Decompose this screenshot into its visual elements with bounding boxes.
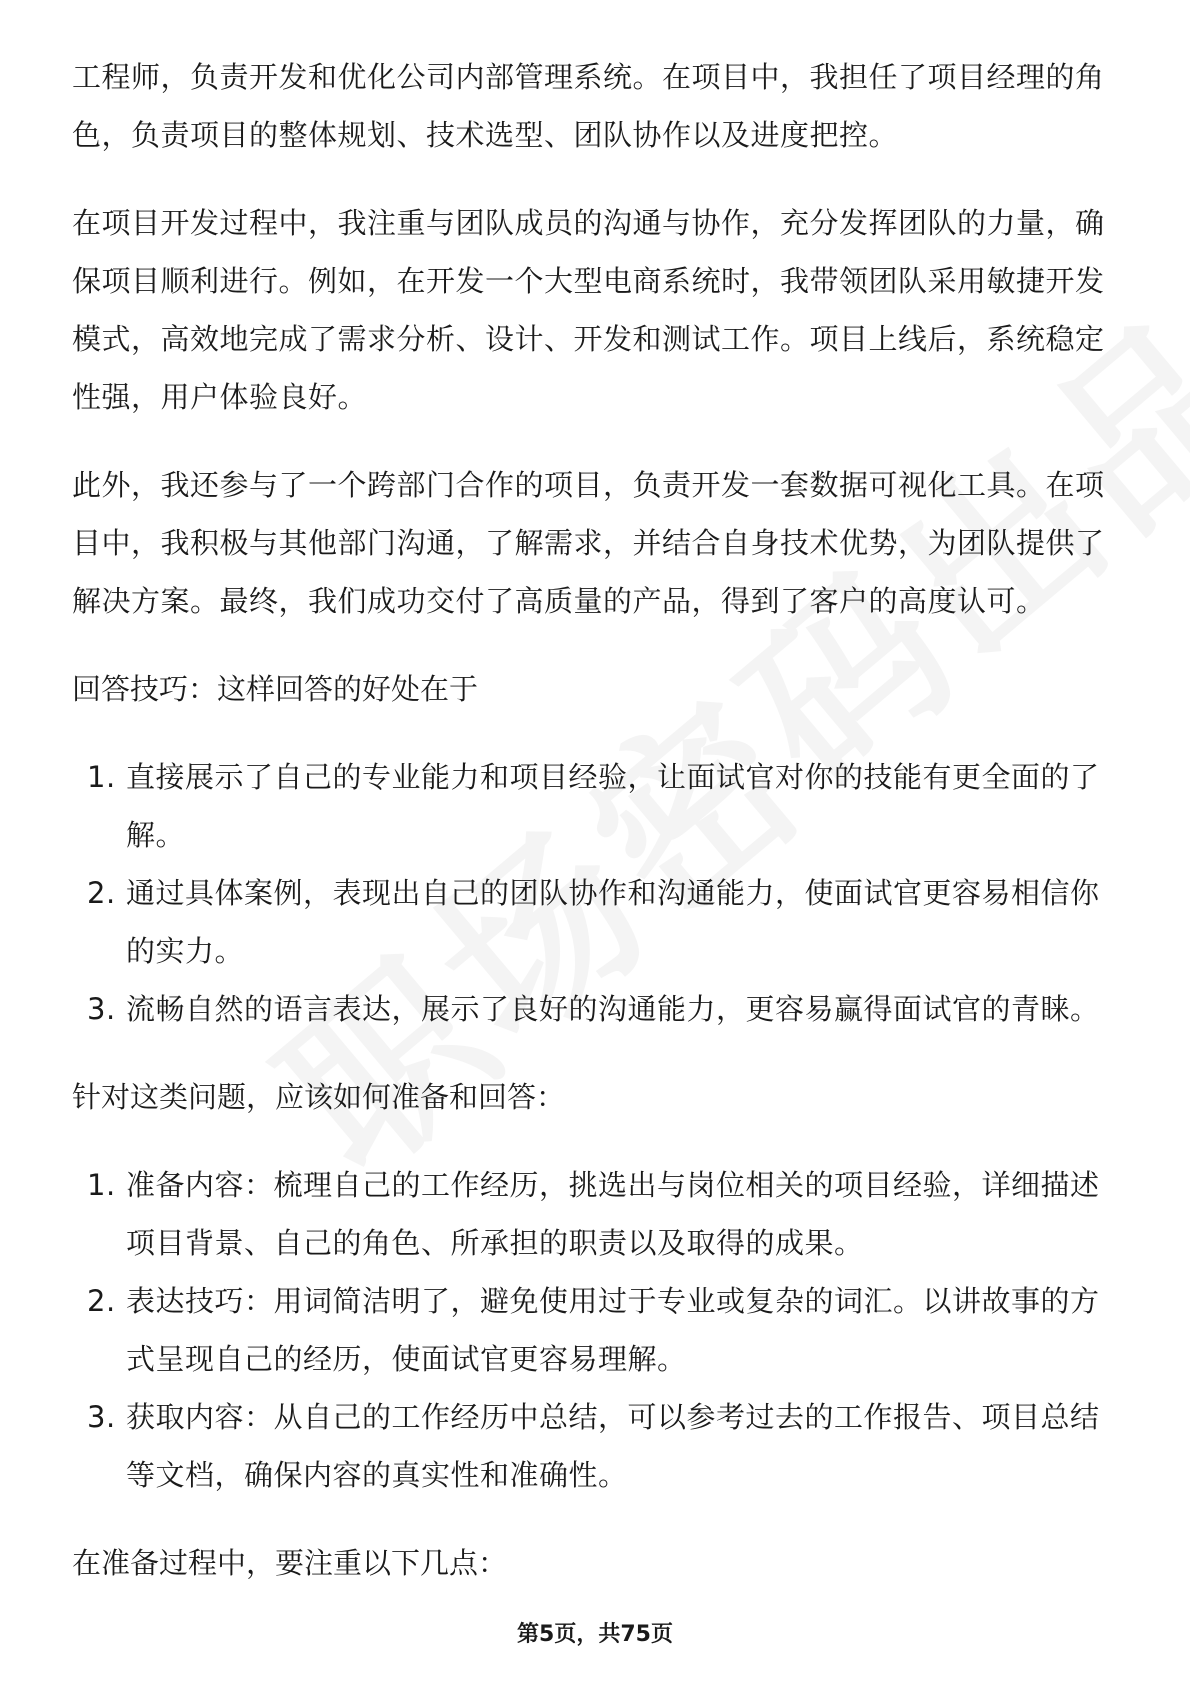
list-number: 2. <box>87 876 116 910</box>
paragraph-team-collaboration: 在项目开发过程中，我注重与团队成员的沟通与协作，充分发挥团队的力量，确保项目顺利进行。例如，在开发一个大型电商系统时，我带领团队采用敏捷开发模式，高效地完成了需求分析、设计、开发和测试工作。项目上线后，系统稳定性强，用户体验良好。 <box>72 206 1105 414</box>
list-item <box>72 1272 1122 1388</box>
list-item-text: 流畅自然的语言表达，展示了良好的沟通能力，更容易赢得面试官的青睐。 <box>126 992 1100 1026</box>
list-item-text: 表达技巧：用词简洁明了，避免使用过于专业或复杂的词汇。以讲故事的方式呈现自己的经历，使面试官更容易理解。 <box>126 1284 1100 1376</box>
list-item-text: 直接展示了自己的专业能力和项目经验，让面试官对你的技能有更全面的了解。 <box>126 760 1100 852</box>
list-item <box>72 980 1122 1038</box>
tips-list <box>72 748 1122 1038</box>
list-number: 1. <box>87 1168 116 1202</box>
list-number: 3. <box>87 1400 116 1434</box>
list-number: 1. <box>87 760 116 794</box>
paragraph-cross-department: 此外，我还参与了一个跨部门合作的项目，负责开发一套数据可视化工具。在项目中，我积极与其他部门沟通，了解需求，并结合自身技术优势，为团队提供了解决方案。最终，我们成功交付了高质量的产品，得到了客户的高度认可。 <box>72 468 1105 618</box>
list-number: 2. <box>87 1284 116 1318</box>
list-item-text: 通过具体案例，表现出自己的团队协作和沟通能力，使面试官更容易相信你的实力。 <box>126 876 1100 968</box>
list-item-text: 获取内容：从自己的工作经历中总结，可以参考过去的工作报告、项目总结等文档，确保内容的真实性和准确性。 <box>126 1400 1100 1492</box>
list-item <box>72 1156 1122 1272</box>
paragraph-project-role: 工程师，负责开发和优化公司内部管理系统。在项目中，我担任了项目经理的角色，负责项目的整体规划、技术选型、团队协作以及进度把控。 <box>72 60 1105 152</box>
closing-heading: 在准备过程中，要注重以下几点： <box>72 1546 508 1580</box>
document-page <box>72 48 1122 1622</box>
list-item-text: 准备内容：梳理自己的工作经历，挑选出与岗位相关的项目经验，详细描述项目背景、自己的角色、所承担的职责以及取得的成果。 <box>126 1168 1100 1260</box>
list-number: 3. <box>87 992 116 1026</box>
page-number-footer: 第5页，共75页 <box>517 1622 673 1647</box>
list-item <box>72 748 1122 864</box>
prep-heading: 针对这类问题，应该如何准备和回答： <box>72 1080 566 1114</box>
list-item <box>72 1388 1122 1504</box>
list-item <box>72 864 1122 980</box>
tips-heading: 回答技巧：这样回答的好处在于 <box>72 672 479 706</box>
prep-list <box>72 1156 1122 1504</box>
